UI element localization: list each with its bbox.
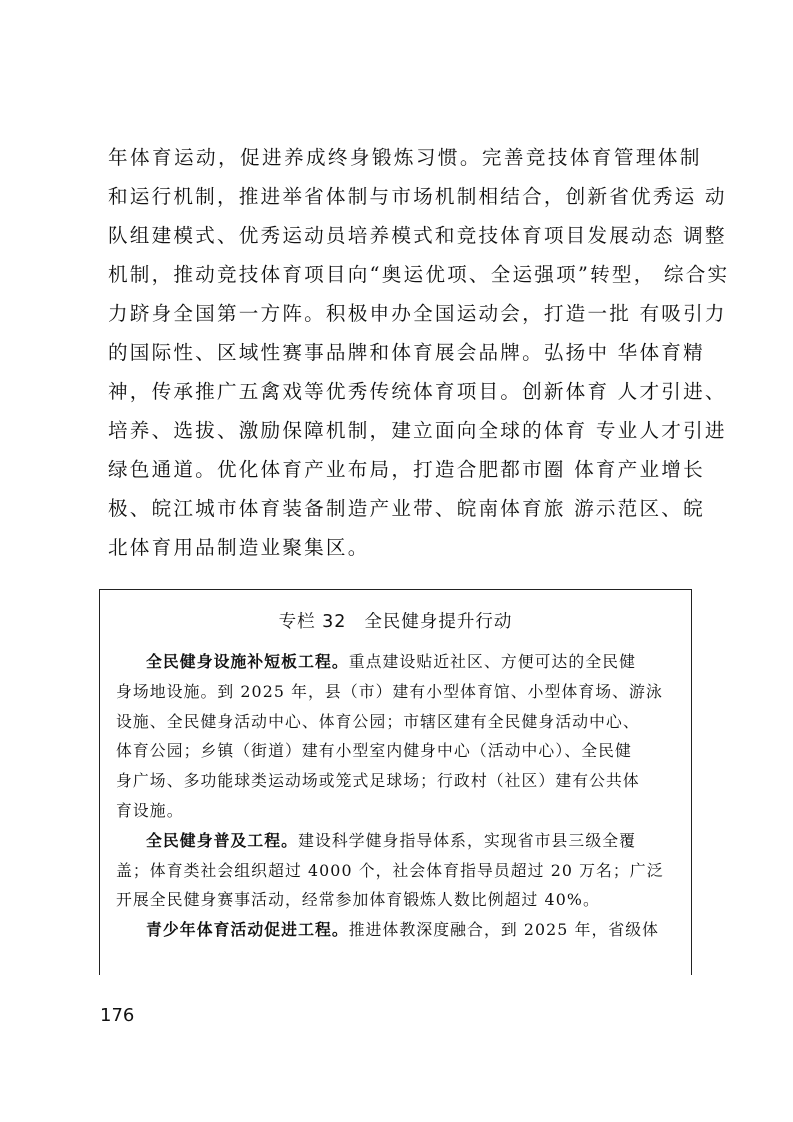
paragraph-line: 培养、选拔、激励保障机制，建立面向全球的体育 专业人才引进 xyxy=(108,419,727,442)
section-first-line xyxy=(116,826,682,856)
paragraph-line: 极、皖江城市体育装备制造产业带、皖南体育旅 游示范区、皖 xyxy=(108,497,705,520)
section-first-line xyxy=(116,915,682,945)
section-line: 设施、全民健身活动中心、体育公园；市辖区建有全民健身活动中心、 xyxy=(116,711,640,731)
paragraph-line: 年体育运动，促进养成终身锻炼习惯。完善竞技体育管理体制 xyxy=(108,146,702,169)
paragraph-line: 机制，推动竞技体育项目向“奥运优项、全运强项”转型， 综合实 xyxy=(108,263,730,286)
paragraph-line: 力跻身全国第一方阵。积极申办全国运动会，打造一批 有吸引力 xyxy=(108,302,727,325)
paragraph-line: 和运行机制，推进举省体制与市场机制相结合，创新省优秀运 动 xyxy=(108,185,727,208)
box-title-number: 专栏 32 xyxy=(278,612,347,632)
box-title-text: 全民健身提升行动 xyxy=(364,612,513,632)
section-line: 开展全民健身赛事活动，经常参加体育锻炼人数比例超过 40%。 xyxy=(116,890,600,910)
box-body xyxy=(116,647,682,945)
section-first-line xyxy=(116,647,682,677)
paragraph-line: 北体育用品制造业聚集区。 xyxy=(108,536,370,559)
paragraph-line: 神，传承推广五禽戏等优秀传统体育项目。创新体育 人才引进、 xyxy=(108,380,727,403)
main-paragraph xyxy=(108,138,730,567)
section-line: 身场地设施。到 2025 年，县（市）建有小型体育馆、小型体育场、游泳 xyxy=(116,681,663,701)
section-heading: 全民健身普及工程。 xyxy=(146,830,299,850)
section-line: 育设施。 xyxy=(116,800,184,820)
section-line: 盖；体育类社会组织超过 4000 个，社会体育指导员超过 20 万名；广泛 xyxy=(116,860,664,880)
paragraph-line: 的国际性、区域性赛事品牌和体育展会品牌。弘扬中 华体育精 xyxy=(108,341,705,364)
page-number: 176 xyxy=(100,1005,135,1026)
section-line: 体育公园；乡镇（街道）建有小型室内健身中心（活动中心）、全民健 xyxy=(116,741,632,761)
section-text: 推进体教深度融合，到 2025 年，省级体 xyxy=(348,920,660,940)
box-title xyxy=(100,608,691,633)
section-text: 重点建设贴近社区、方便可达的全民健 xyxy=(348,652,637,671)
section-line: 身广场、多功能球类运动场或笼式足球场；行政村（社区）建有公共体 xyxy=(116,771,640,791)
section-heading: 青少年体育活动促进工程。 xyxy=(146,920,349,940)
paragraph-line: 绿色通道。优化体育产业布局，打造合肥都市圈 体育产业增长 xyxy=(108,458,705,481)
section-heading: 全民健身设施补短板工程。 xyxy=(146,652,349,671)
column-box xyxy=(99,589,692,975)
paragraph-line: 队组建模式、优秀运动员培养模式和竞技体育项目发展动态 调整 xyxy=(108,224,727,247)
section-text: 建设科学健身指导体系，实现省市县三级全覆 xyxy=(298,830,637,850)
